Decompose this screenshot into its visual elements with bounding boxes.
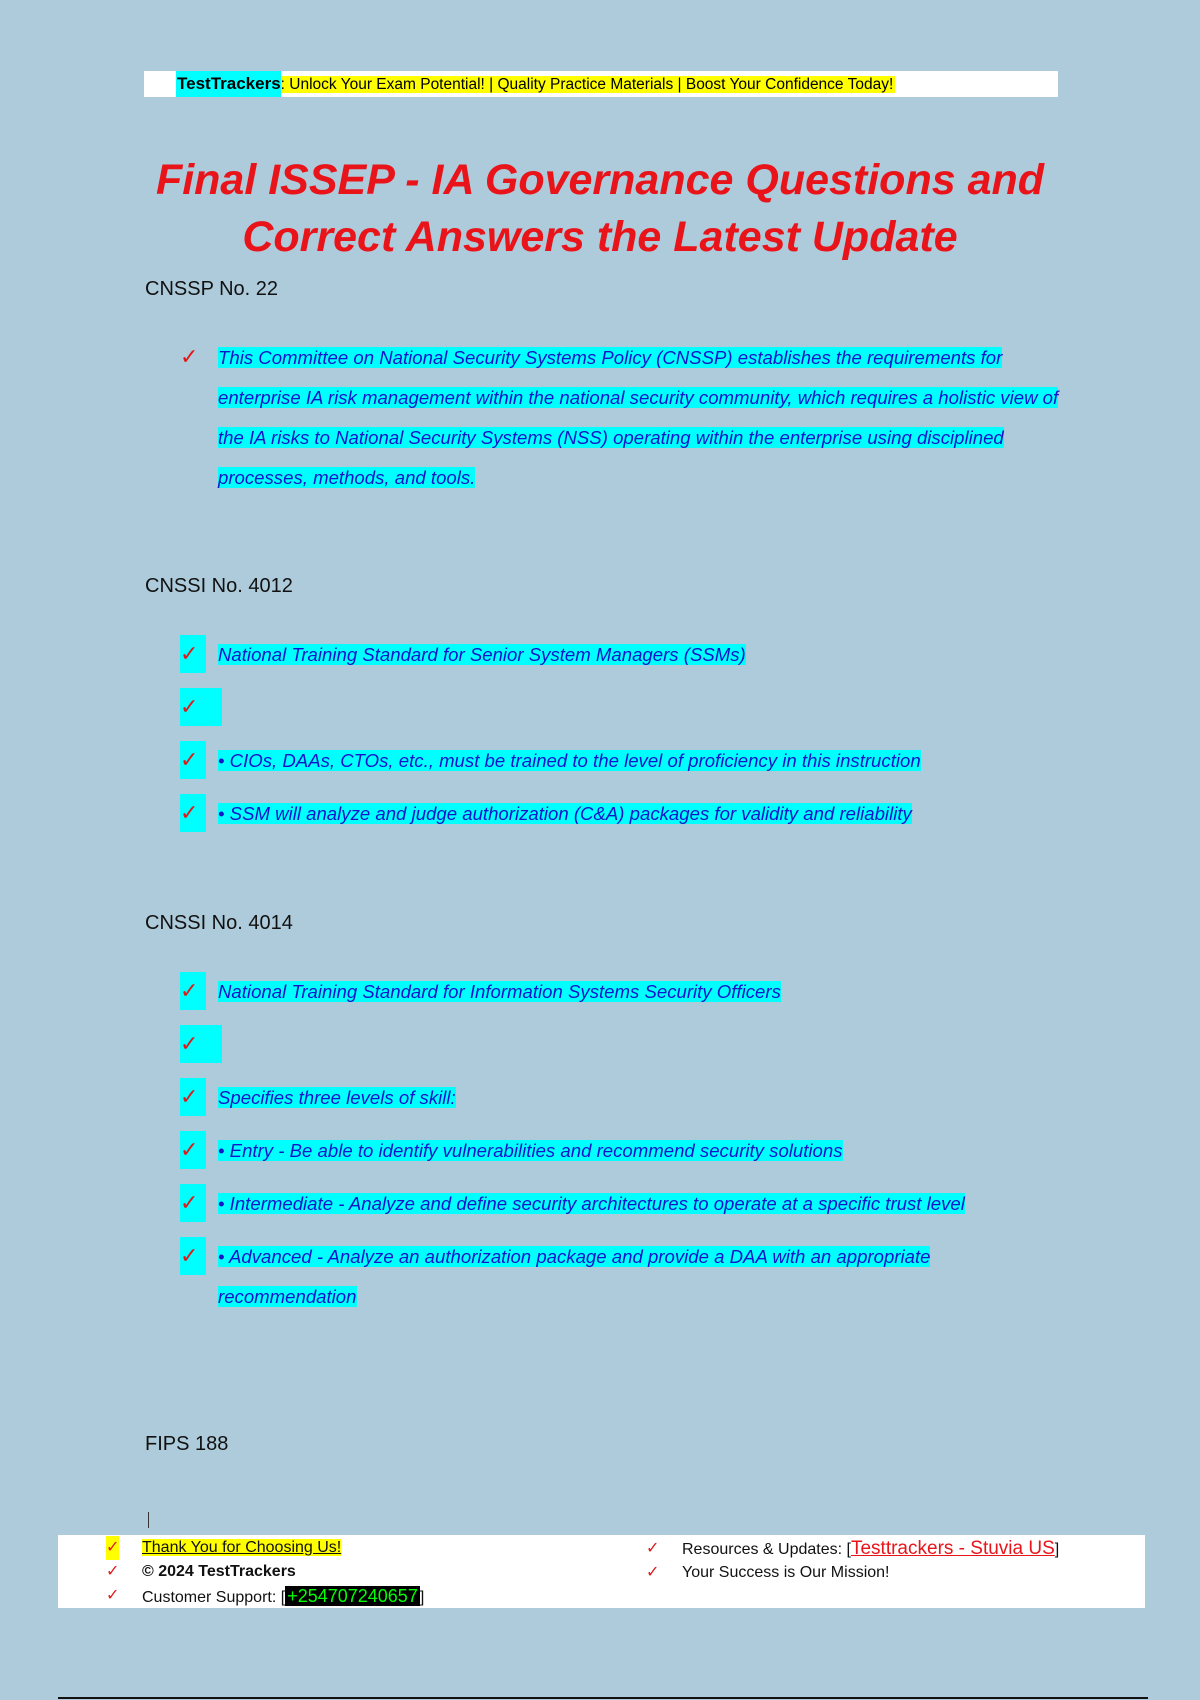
list-item — [180, 1025, 1060, 1065]
text-cursor — [148, 1512, 149, 1528]
resources-link[interactable]: Testtrackers - Stuvia US — [850, 1538, 1055, 1559]
list-item — [180, 1131, 1060, 1171]
footer-support-row: ✓ Customer Support: [ +254707240657 ] — [106, 1586, 425, 1606]
bottom-divider — [58, 1697, 1148, 1699]
answer-text: This Committee on National Security Systems Policy (CNSSP) establishes the requirements for enterprise IA risk management within the national security community, which requires a holistic view of the IA risks to National Security Systems (NSS) operating within the enterprise using disciplined processes, methods, and tools. — [218, 347, 1059, 488]
check-icon: ✓ — [180, 972, 206, 1010]
list-item — [180, 688, 1060, 728]
check-icon: ✓ — [180, 1237, 206, 1275]
footer-left — [106, 1536, 424, 1608]
list-item — [180, 635, 1060, 675]
list-item — [180, 338, 1060, 498]
answer-text: National Training Standard for Senior System Managers (SSMs) — [218, 644, 746, 665]
check-icon: ✓ — [180, 794, 206, 832]
section-items-cnssi-4012 — [180, 635, 1060, 834]
answer-text: National Training Standard for Information Systems Security Officers — [218, 981, 781, 1002]
check-icon: ✓ — [180, 688, 222, 726]
section-heading-cnssi-4012: CNSSI No. 4012 — [145, 575, 293, 597]
support-label: Customer Support: — [142, 1589, 281, 1606]
list-item — [180, 794, 1060, 834]
answer-text: • Advanced - Analyze an authorization package and provide a DAA with an appropriate recommendation — [218, 1246, 931, 1307]
check-icon: ✓ — [106, 1536, 119, 1560]
banner-tagline: : Unlock Your Exam Potential! | Quality Practice Materials | Boost Your Confidence Today! — [280, 76, 894, 93]
copyright-text: © 2024 TestTrackers — [142, 1563, 296, 1580]
section-heading-cnssp-22: CNSSP No. 22 — [145, 278, 279, 300]
list-item — [180, 972, 1060, 1012]
answer-text: • SSM will analyze and judge authorization (C&A) packages for validity and reliability — [218, 803, 912, 824]
list-item — [180, 1184, 1060, 1224]
brand-name: TestTrackers — [176, 71, 281, 97]
thanks-text: Thank You for Choosing Us! — [142, 1539, 342, 1556]
check-icon: ✓ — [646, 1564, 660, 1581]
section-heading-fips-188: FIPS 188 — [145, 1433, 229, 1455]
list-item — [180, 1237, 1060, 1317]
check-icon: ✓ — [646, 1540, 660, 1557]
check-icon: ✓ — [180, 344, 199, 369]
list-item — [180, 741, 1060, 781]
footer-copyright-row — [106, 1560, 424, 1584]
footer-right — [646, 1537, 1059, 1585]
section-items-cnssp-22 — [180, 338, 1060, 498]
check-icon: ✓ — [180, 741, 206, 779]
answer-text: • CIOs, DAAs, CTOs, etc., must be trained to the level of proficiency in this instruction — [218, 750, 921, 771]
answer-text: Specifies three levels of skill: — [218, 1087, 456, 1108]
resources-label: Resources & Updates: — [682, 1541, 847, 1558]
section-items-cnssi-4014 — [180, 972, 1060, 1317]
answer-text: • Intermediate - Analyze and define security architectures to operate at a specific trust level — [218, 1193, 965, 1214]
list-item — [180, 1078, 1060, 1118]
mission-text: Your Success is Our Mission! — [682, 1564, 890, 1581]
footer-mission-row — [646, 1561, 1059, 1585]
support-phone[interactable]: +254707240657 — [287, 1586, 418, 1606]
section-heading-cnssi-4014: CNSSI No. 4014 — [145, 912, 293, 934]
check-icon: ✓ — [180, 635, 206, 673]
check-icon: ✓ — [180, 1078, 206, 1116]
header-banner — [144, 71, 1058, 97]
footer-thanks-row — [106, 1536, 424, 1560]
page-title: Final ISSEP - IA Governance Questions and Correct Answers the Latest Update — [155, 156, 1045, 261]
check-icon: ✓ — [106, 1563, 120, 1580]
footer — [58, 1535, 1145, 1608]
check-icon: ✓ — [180, 1025, 222, 1063]
check-icon: ✓ — [106, 1587, 120, 1604]
footer-resources-row: ✓ Resources & Updates: [Testtrackers - Stuvia US] — [646, 1538, 1060, 1559]
check-icon: ✓ — [180, 1131, 206, 1169]
check-icon: ✓ — [180, 1184, 206, 1222]
answer-text: • Entry - Be able to identify vulnerabilities and recommend security solutions — [218, 1140, 843, 1161]
